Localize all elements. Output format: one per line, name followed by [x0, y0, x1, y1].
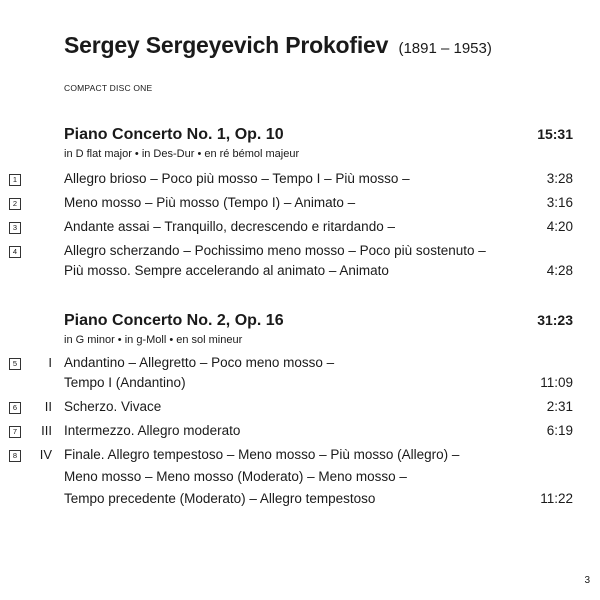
- track-number: 1: [9, 174, 21, 186]
- track-title-line: Più mosso. Sempre accelerando al animato – Animato: [64, 263, 389, 278]
- track-duration: 11:22: [540, 491, 573, 506]
- track-title-line: Tempo I (Andantino): [64, 375, 186, 390]
- movement-number: I: [48, 355, 52, 370]
- track-duration: 6:19: [546, 423, 573, 438]
- composer-heading: [64, 32, 492, 59]
- disc-label: COMPACT DISC ONE: [64, 83, 153, 93]
- track-duration: 4:28: [546, 263, 573, 278]
- work-piano-concerto-2: [0, 312, 600, 346]
- track-title-line: Andantino – Allegretto – Poco meno mosso –: [64, 355, 335, 370]
- track-number: 3: [9, 222, 21, 234]
- track-duration: 3:16: [546, 195, 573, 210]
- track-title-line: Intermezzo. Allegro moderato: [64, 423, 241, 438]
- work-duration: 31:23: [537, 312, 573, 328]
- track-title-line: Meno mosso – Più mosso (Tempo I) – Animato –: [64, 195, 356, 210]
- track-number: 8: [9, 450, 21, 462]
- track-title-line: Meno mosso – Meno mosso (Moderato) – Meno mosso –: [64, 469, 407, 484]
- track-title-line: Finale. Allegro tempestoso – Meno mosso – Più mosso (Allegro) –: [64, 447, 460, 462]
- track-duration: 4:20: [546, 219, 573, 234]
- work-title: Piano Concerto No. 2, Op. 16: [64, 312, 284, 329]
- track-number: 4: [9, 246, 21, 258]
- movement-number: III: [41, 423, 52, 438]
- composer-dates: (1891 – 1953): [398, 40, 492, 57]
- movement-number: II: [44, 399, 52, 414]
- track-number: 5: [9, 358, 21, 370]
- work-piano-concerto-1: [0, 126, 600, 160]
- track-duration: 2:31: [546, 399, 573, 414]
- work-keys: in G minor • in g-Moll • en sol mineur: [64, 334, 243, 346]
- track-title-line: Allegro scherzando – Pochissimo meno mosso – Poco più sostenuto –: [64, 243, 486, 258]
- composer-name: Sergey Sergeyevich Prokofiev: [64, 32, 389, 58]
- track-title-line: Tempo precedente (Moderato) – Allegro tempestoso: [64, 491, 376, 506]
- work-keys: in D flat major • in Des-Dur • en ré bémol majeur: [64, 148, 300, 160]
- track-number: 6: [9, 402, 21, 414]
- track-duration: 11:09: [540, 375, 573, 390]
- track-title-line: Scherzo. Vivace: [64, 399, 162, 414]
- page-number: 3: [584, 575, 590, 586]
- work-title: Piano Concerto No. 1, Op. 10: [64, 126, 284, 143]
- movement-number: IV: [39, 447, 52, 462]
- track-number: 7: [9, 426, 21, 438]
- work-duration: 15:31: [537, 126, 573, 142]
- track-duration: 3:28: [546, 171, 573, 186]
- track-title-line: Andante assai – Tranquillo, decrescendo e ritardando –: [64, 219, 395, 234]
- track-number: 2: [9, 198, 21, 210]
- track-title-line: Allegro brioso – Poco più mosso – Tempo I – Più mosso –: [64, 171, 410, 186]
